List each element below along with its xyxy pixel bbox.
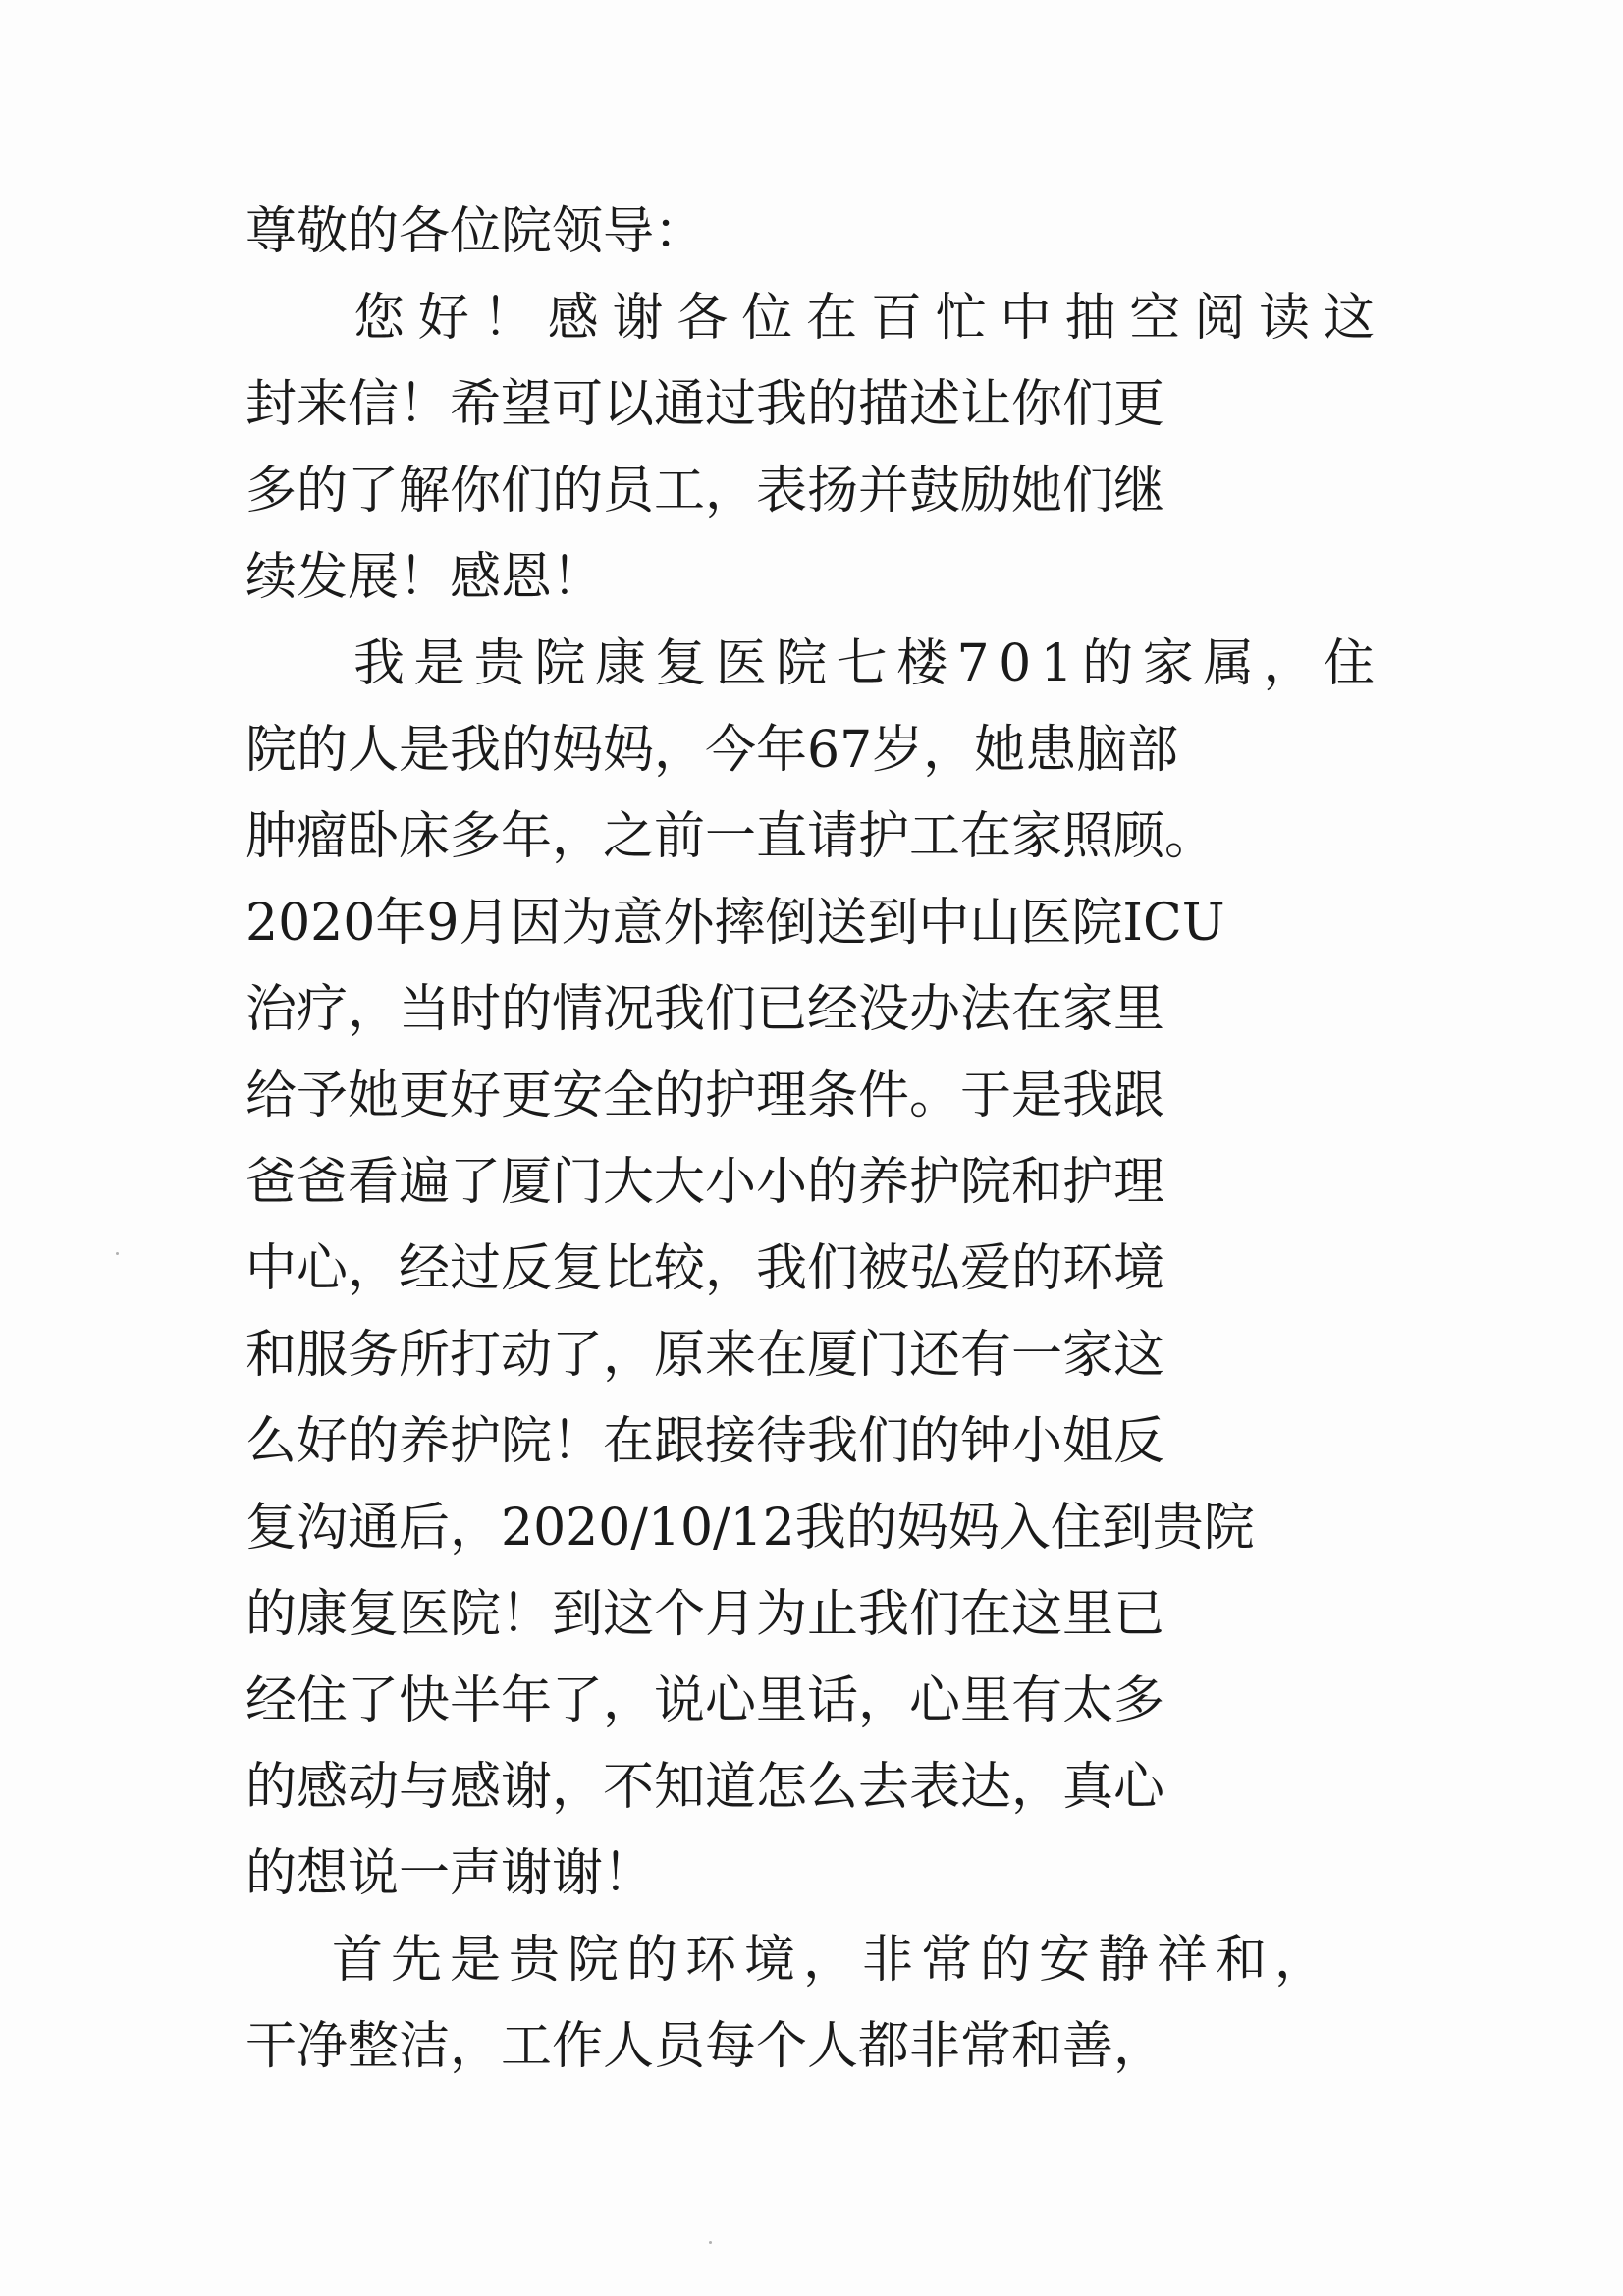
letter-line-3: 多的了解你们的员工，表扬并鼓励她们继 (245, 462, 1165, 520)
letter-line-5: 我是贵院康复医院七楼701的家属，住 (353, 634, 1384, 693)
letter-line-15: 复沟通后，2020/10/12我的妈妈入住到贵院 (245, 1499, 1255, 1558)
scan-speck (116, 1252, 119, 1255)
letter-line-12: 中心，经过反复比较，我们被弘爱的环境 (245, 1239, 1165, 1298)
letter-line-19: 的想说一声谢谢！ (245, 1844, 655, 1903)
letter-line-14: 么好的养护院！在跟接待我们的钟小姐反 (245, 1412, 1165, 1471)
letter-line-7: 肿瘤卧床多年，之前一直请护工在家照顾。 (245, 807, 1217, 866)
letter-line-6: 院的人是我的妈妈，今年67岁，她患脑部 (245, 721, 1179, 780)
letter-line-1: 您好！感谢各位在百忙中抽空阅读这 (353, 289, 1388, 348)
letter-line-9: 治疗，当时的情况我们已经没办法在家里 (245, 980, 1165, 1039)
letter-line-16: 的康复医院！到这个月为止我们在这里已 (245, 1585, 1165, 1644)
letter-line-4: 续发展！感恩！ (245, 548, 604, 607)
scan-speck (709, 2241, 712, 2244)
letter-line-11: 爸爸看遍了厦门大大小小的养护院和护理 (245, 1153, 1165, 1212)
letter-line-18: 的感动与感谢，不知道怎么去表达，真心 (245, 1758, 1165, 1817)
letter-line-2: 封来信！希望可以通过我的描述让你们更 (245, 375, 1165, 434)
letter-line-13: 和服务所打动了，原来在厦门还有一家这 (245, 1326, 1165, 1385)
letter-line-10: 给予她更好更安全的护理条件。于是我跟 (245, 1066, 1165, 1125)
salutation: 尊敬的各位院领导： (245, 202, 706, 261)
letter-line-17: 经住了快半年了，说心里话，心里有太多 (245, 1671, 1165, 1730)
letter-line-21: 干净整洁，工作人员每个人都非常和善， (245, 2017, 1165, 2076)
letter-line-20: 首先是贵院的环境，非常的安静祥和， (332, 1931, 1333, 1990)
letter-line-8: 2020年9月因为意外摔倒送到中山医院ICU (245, 894, 1225, 953)
